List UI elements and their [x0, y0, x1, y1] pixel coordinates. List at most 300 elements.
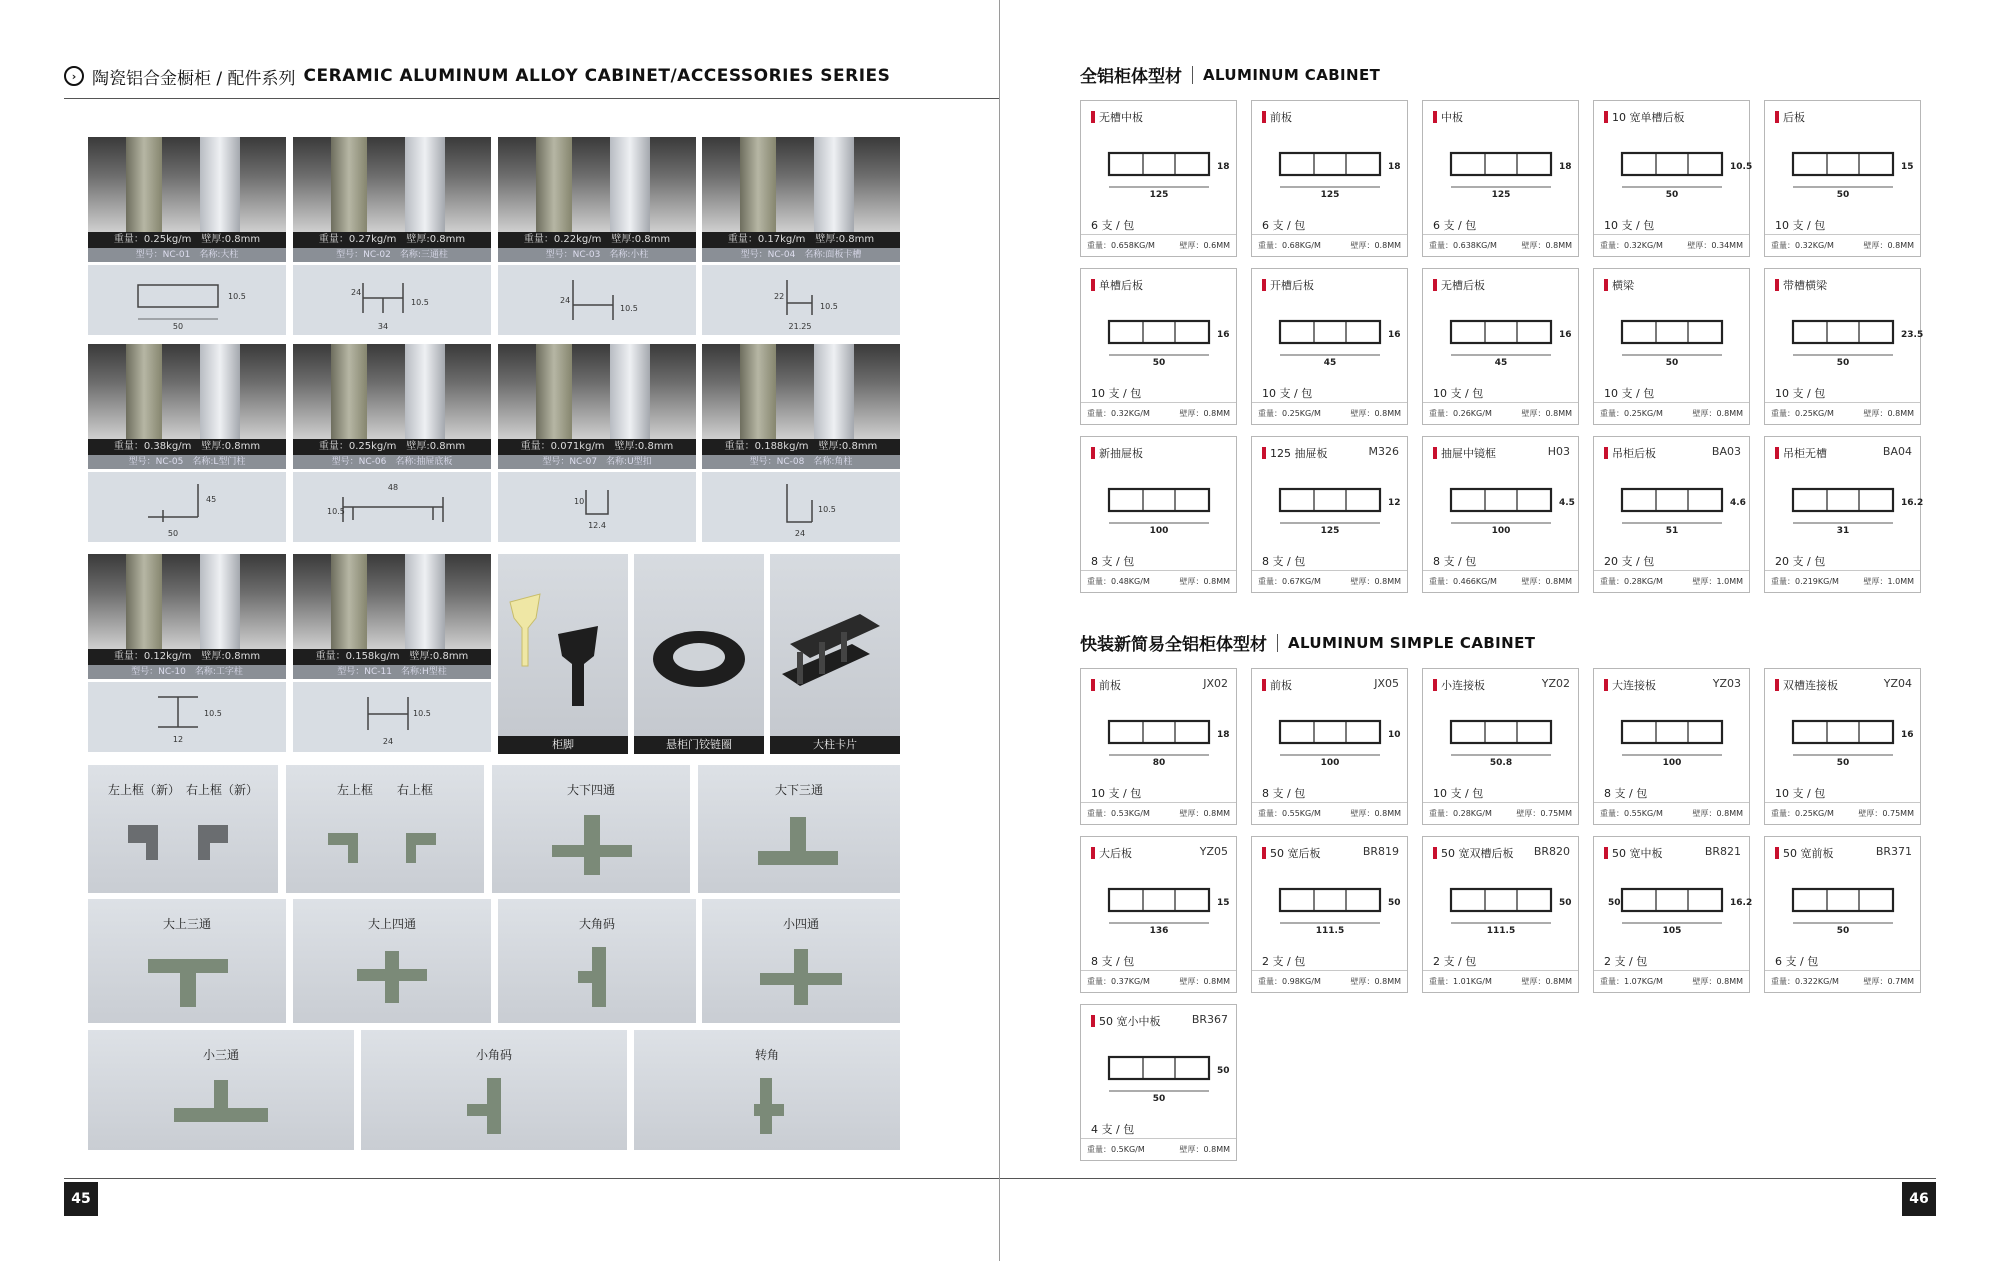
card-title	[1775, 445, 1827, 461]
profile-spec: 重量：0.17kg/m 壁厚:0.8mm	[702, 232, 900, 248]
profile-spec: 重量：0.22kg/m 壁厚:0.8mm	[498, 232, 696, 248]
card-footer	[1081, 402, 1236, 424]
dim-label: 24	[351, 288, 362, 297]
footer-divider	[1000, 1178, 1936, 1179]
dim-label: 24	[794, 529, 806, 538]
card-title-text: 50 宽小中板	[1099, 1015, 1161, 1028]
profile-spec-card	[1080, 268, 1237, 425]
profile-diagram	[1771, 129, 1915, 213]
heading-separator	[1192, 66, 1193, 84]
card-thickness: 壁厚：0.8MM	[1179, 409, 1230, 418]
card-thickness: 壁厚：1.0MM	[1863, 577, 1914, 586]
left-header	[64, 63, 890, 89]
profile-card	[293, 137, 491, 335]
profile-spec-card	[1764, 436, 1924, 593]
dimension-label: 125	[1320, 190, 1340, 200]
card-pack: 6 支 / 包	[1433, 219, 1477, 232]
dimension-label: 100	[1320, 758, 1340, 768]
card-footer	[1252, 402, 1407, 424]
fitting-card	[634, 1030, 900, 1150]
dimension-label: 15	[1217, 898, 1230, 908]
profile-diagram	[1771, 697, 1915, 781]
profile-sketch	[88, 265, 286, 335]
dim-label: 10.5	[413, 709, 431, 718]
profile-model: 型号：NC-11 名称:H型柱	[293, 665, 491, 679]
card-footer	[1765, 402, 1920, 424]
profile-card	[293, 554, 491, 752]
dimension-label: 50	[1836, 190, 1850, 200]
card-code: BR821	[1704, 845, 1741, 858]
profile-photo	[88, 554, 286, 649]
profile-spec-card	[1764, 268, 1924, 425]
profile-spec-card	[1422, 436, 1579, 593]
profile-outline	[1109, 1057, 1209, 1079]
card-title	[1091, 845, 1132, 861]
card-title-text: 大后板	[1099, 847, 1132, 860]
dim-label: 10.5	[820, 302, 838, 311]
red-marker-icon	[1433, 447, 1437, 459]
profile-diagram	[1600, 865, 1753, 949]
profile-model: 型号：NC-08 名称:角柱	[702, 455, 900, 469]
card-pack: 10 支 / 包	[1433, 787, 1484, 800]
dimension-label: 50	[1665, 358, 1679, 368]
profile-outline	[1280, 489, 1380, 511]
card-weight: 重量：0.466KG/M	[1429, 577, 1497, 586]
accessory-label: 悬柜门铰链圈	[634, 736, 764, 754]
card-weight: 重量：0.638KG/M	[1429, 241, 1497, 250]
card-footer	[1765, 234, 1920, 256]
dimension-label: 4.6	[1730, 498, 1746, 508]
section-heading-cn: 全铝柜体型材	[1080, 67, 1182, 87]
profile-diagram	[1429, 129, 1573, 213]
card-weight: 重量：0.32KG/M	[1087, 409, 1150, 418]
card-footer	[1594, 970, 1749, 992]
red-marker-icon	[1262, 679, 1266, 691]
card-weight: 重量：0.25KG/M	[1771, 809, 1834, 818]
card-pack: 10 支 / 包	[1091, 387, 1142, 400]
card-title	[1262, 109, 1292, 125]
profile-diagram	[1771, 465, 1924, 549]
red-marker-icon	[1091, 111, 1095, 123]
card-footer	[1252, 802, 1407, 824]
profile-outline	[1280, 153, 1380, 175]
profile-diagram	[1429, 697, 1573, 781]
profile-outline	[1280, 889, 1380, 911]
card-footer	[1765, 802, 1920, 824]
card-pack: 8 支 / 包	[1604, 787, 1648, 800]
dimension-label: 100	[1491, 526, 1511, 536]
card-pack: 8 支 / 包	[1433, 555, 1477, 568]
profile-spec-card	[1422, 100, 1579, 257]
profile-photo	[88, 137, 286, 232]
card-title	[1262, 445, 1328, 461]
profile-sketch	[702, 265, 900, 335]
red-marker-icon	[1604, 111, 1608, 123]
dim-label: 12	[172, 735, 184, 744]
fitting-card	[361, 1030, 627, 1150]
card-title	[1604, 445, 1656, 461]
card-code: YZ03	[1712, 677, 1741, 690]
fitting-name: 左上框 右上框	[336, 783, 433, 797]
red-marker-icon	[1604, 447, 1608, 459]
card-footer	[1594, 802, 1749, 824]
profile-outline	[1109, 489, 1209, 511]
dimension-label: 10.5	[1730, 162, 1753, 172]
dimension-label: 23.5	[1901, 330, 1924, 340]
card-title	[1091, 445, 1143, 461]
card-code: H03	[1547, 445, 1570, 458]
section-heading	[1080, 62, 1380, 87]
dim-label: 24	[560, 296, 571, 305]
profile-outline	[1793, 153, 1893, 175]
card-footer	[1594, 402, 1749, 424]
card-code: M326	[1368, 445, 1399, 458]
heading-separator	[1277, 634, 1278, 652]
card-title-text: 中板	[1441, 111, 1463, 124]
dim-label: 45	[206, 495, 217, 504]
accessory-post-clip	[770, 554, 900, 754]
profile-sketch	[293, 265, 491, 335]
dimension-label: 16	[1388, 330, 1401, 340]
dimension-label: 18	[1559, 162, 1572, 172]
card-code: YZ05	[1199, 845, 1228, 858]
card-thickness: 壁厚：0.8MM	[1350, 241, 1401, 250]
profile-diagram	[1087, 1033, 1231, 1117]
dim-label: 34	[377, 322, 389, 331]
profile-model: 型号：NC-05 名称:L型门柱	[88, 455, 286, 469]
card-pack: 2 支 / 包	[1433, 955, 1477, 968]
profile-diagram	[1429, 865, 1573, 949]
card-pack: 8 支 / 包	[1091, 955, 1135, 968]
card-title-text: 无槽后板	[1441, 279, 1485, 292]
card-weight: 重量：0.219KG/M	[1771, 577, 1839, 586]
red-marker-icon	[1433, 847, 1437, 859]
card-title-text: 50 宽中板	[1612, 847, 1663, 860]
right-page	[1000, 0, 2000, 1261]
dimension-label: 125	[1149, 190, 1169, 200]
profile-diagram	[1087, 865, 1231, 949]
profile-sketch	[702, 472, 900, 542]
profile-card	[88, 554, 286, 752]
profile-spec-card	[1251, 436, 1408, 593]
profile-diagram	[1429, 297, 1573, 381]
accessory-leg	[498, 554, 628, 754]
dimension-label: 80	[1152, 758, 1166, 768]
profile-card	[702, 137, 900, 335]
profile-outline	[1280, 321, 1380, 343]
card-weight: 重量：1.01KG/M	[1429, 977, 1492, 986]
fitting-card	[498, 899, 696, 1023]
card-pack: 20 支 / 包	[1604, 555, 1655, 568]
red-marker-icon	[1433, 679, 1437, 691]
card-pack: 20 支 / 包	[1775, 555, 1826, 568]
card-thickness: 壁厚：0.8MM	[1179, 1145, 1230, 1154]
card-thickness: 壁厚：0.8MM	[1350, 577, 1401, 586]
card-code: JX02	[1203, 677, 1228, 690]
dimension-label: 100	[1662, 758, 1682, 768]
card-pack: 6 支 / 包	[1775, 955, 1819, 968]
dimension-label: 51	[1665, 526, 1679, 536]
dim-label: 10	[574, 497, 585, 506]
footer-divider	[64, 1178, 999, 1179]
profile-sketch	[293, 682, 491, 752]
dim-label: 50	[172, 322, 184, 331]
card-pack: 10 支 / 包	[1775, 387, 1826, 400]
profile-diagram	[1600, 129, 1753, 213]
card-title	[1775, 845, 1834, 861]
profile-card	[498, 344, 696, 542]
profile-spec-card	[1080, 836, 1237, 993]
card-pack: 10 支 / 包	[1262, 387, 1313, 400]
card-pack: 8 支 / 包	[1091, 555, 1135, 568]
profile-outline	[1622, 321, 1722, 343]
card-code: BR820	[1533, 845, 1570, 858]
dimension-label: 31	[1836, 526, 1850, 536]
card-weight: 重量：0.5KG/M	[1087, 1145, 1145, 1154]
fitting-name: 大下三通	[774, 783, 823, 797]
card-title-text: 前板	[1099, 679, 1121, 692]
card-code: BR367	[1191, 1013, 1228, 1026]
profile-spec-card	[1251, 100, 1408, 257]
red-marker-icon	[1262, 279, 1266, 291]
card-thickness: 壁厚：0.8MM	[1350, 977, 1401, 986]
card-footer	[1423, 234, 1578, 256]
card-title-text: 新抽屉板	[1099, 447, 1143, 460]
profile-diagram	[1771, 297, 1924, 381]
profile-photo	[702, 344, 900, 439]
card-title-text: 开槽后板	[1270, 279, 1314, 292]
card-pack: 6 支 / 包	[1091, 219, 1135, 232]
profile-spec: 重量：0.25kg/m 壁厚:0.8mm	[88, 232, 286, 248]
card-weight: 重量：0.67KG/M	[1258, 577, 1321, 586]
profile-spec-card	[1764, 100, 1921, 257]
profile-outline	[1109, 321, 1209, 343]
dim-label: 10.5	[228, 292, 246, 301]
dimension-label: 16	[1217, 330, 1230, 340]
fitting-name: 大下四通	[566, 783, 615, 797]
page-number: 45	[64, 1182, 98, 1216]
fitting-name: 大角码	[578, 917, 615, 931]
dim-label: 22	[774, 292, 785, 301]
card-footer	[1594, 234, 1749, 256]
card-title	[1604, 109, 1685, 125]
chevron-right-icon: ›	[64, 66, 84, 86]
card-title	[1604, 677, 1656, 693]
profile-model: 型号：NC-01 名称:大柱	[88, 248, 286, 262]
accessory-label: 大柱卡片	[770, 736, 900, 754]
fitting-card	[88, 765, 278, 893]
profile-spec-card	[1764, 836, 1921, 993]
card-code: BA03	[1711, 445, 1741, 458]
profile-photo	[293, 554, 491, 649]
card-title-text: 横梁	[1612, 279, 1634, 292]
card-footer	[1252, 570, 1407, 592]
card-weight: 重量：0.37KG/M	[1087, 977, 1150, 986]
fitting-name: 大上三通	[162, 917, 211, 931]
card-weight: 重量：0.25KG/M	[1258, 409, 1321, 418]
profile-diagram	[1258, 465, 1402, 549]
card-footer	[1081, 802, 1236, 824]
profile-spec-card	[1080, 1004, 1237, 1161]
profile-outline	[1622, 889, 1722, 911]
card-pack: 10 支 / 包	[1091, 787, 1142, 800]
profile-spec-card	[1593, 668, 1750, 825]
red-marker-icon	[1091, 447, 1095, 459]
fitting-card	[702, 899, 900, 1023]
dim-label: 50	[167, 529, 179, 538]
red-marker-icon	[1775, 679, 1779, 691]
card-thickness: 壁厚：0.8MM	[1179, 809, 1230, 818]
fitting-card	[492, 765, 690, 893]
profile-card	[702, 344, 900, 542]
profile-spec: 重量：0.27kg/m 壁厚:0.8mm	[293, 232, 491, 248]
dimension-label: 50	[1152, 1094, 1166, 1104]
dimension-label: 50	[1665, 190, 1679, 200]
card-footer	[1081, 1138, 1236, 1160]
card-thickness: 壁厚：0.8MM	[1521, 577, 1572, 586]
card-thickness: 壁厚：0.8MM	[1521, 977, 1572, 986]
card-title	[1262, 677, 1292, 693]
red-marker-icon	[1433, 111, 1437, 123]
card-weight: 重量：0.322KG/M	[1771, 977, 1839, 986]
card-thickness: 壁厚：1.0MM	[1692, 577, 1743, 586]
card-footer	[1765, 570, 1920, 592]
red-marker-icon	[1604, 847, 1608, 859]
card-weight: 重量：0.26KG/M	[1429, 409, 1492, 418]
profile-sketch	[88, 472, 286, 542]
dim-label: 24	[382, 737, 394, 746]
profile-diagram	[1600, 297, 1744, 381]
card-weight: 重量：0.28KG/M	[1600, 577, 1663, 586]
profile-spec-card	[1080, 436, 1237, 593]
profile-spec: 重量：0.188kg/m 壁厚:0.8mm	[702, 439, 900, 455]
card-thickness: 壁厚：0.34MM	[1687, 241, 1743, 250]
card-title-text: 无槽中板	[1099, 111, 1143, 124]
dimension-label: 16.2	[1901, 498, 1924, 508]
red-marker-icon	[1091, 1015, 1095, 1027]
profile-outline	[1280, 721, 1380, 743]
profile-spec: 重量：0.071kg/m 壁厚:0.8mm	[498, 439, 696, 455]
card-thickness: 壁厚：0.75MM	[1516, 809, 1572, 818]
card-footer	[1765, 970, 1920, 992]
card-thickness: 壁厚：0.8MM	[1350, 409, 1401, 418]
fitting-card	[88, 899, 286, 1023]
dimension-label: 50	[1836, 926, 1850, 936]
red-marker-icon	[1775, 847, 1779, 859]
card-thickness: 壁厚：0.8MM	[1521, 241, 1572, 250]
card-thickness: 壁厚：0.8MM	[1521, 409, 1572, 418]
profile-outline	[1451, 153, 1551, 175]
profile-diagram	[1258, 129, 1402, 213]
card-code: BR819	[1362, 845, 1399, 858]
card-thickness: 壁厚：0.8MM	[1179, 977, 1230, 986]
dimension-label: 50	[1836, 358, 1850, 368]
profile-spec-card	[1593, 436, 1750, 593]
profile-diagram	[1258, 697, 1402, 781]
red-marker-icon	[1091, 847, 1095, 859]
profile-outline	[1622, 721, 1722, 743]
dimension-label: 16	[1559, 330, 1572, 340]
card-weight: 重量：1.07KG/M	[1600, 977, 1663, 986]
profile-spec-card	[1593, 836, 1753, 993]
fitting-name: 转角	[754, 1048, 779, 1062]
dimension-label: 50	[1836, 758, 1850, 768]
card-weight: 重量：0.98KG/M	[1258, 977, 1321, 986]
dimension-label: 18	[1217, 162, 1230, 172]
profile-photo	[702, 137, 900, 232]
red-marker-icon	[1433, 279, 1437, 291]
card-title	[1262, 845, 1321, 861]
dimension-label: 111.5	[1486, 926, 1516, 936]
profile-outline	[1793, 489, 1893, 511]
profile-photo	[88, 344, 286, 439]
profile-spec-card	[1422, 836, 1579, 993]
card-title-text: 大连接板	[1612, 679, 1656, 692]
dim-label: 10.5	[818, 505, 836, 514]
profile-photo	[498, 344, 696, 439]
profile-outline	[1109, 889, 1209, 911]
card-thickness: 壁厚：0.6MM	[1179, 241, 1230, 250]
dim-label: 10.5	[327, 507, 345, 516]
card-pack: 10 支 / 包	[1604, 219, 1655, 232]
card-footer	[1081, 970, 1236, 992]
profile-spec: 重量：0.12kg/m 壁厚:0.8mm	[88, 649, 286, 665]
card-pack: 8 支 / 包	[1262, 555, 1306, 568]
card-title	[1433, 277, 1485, 293]
profile-sketch	[498, 472, 696, 542]
profile-outline	[1451, 889, 1551, 911]
card-title	[1604, 277, 1634, 293]
red-marker-icon	[1775, 279, 1779, 291]
card-thickness: 壁厚：0.8MM	[1863, 241, 1914, 250]
card-footer	[1423, 402, 1578, 424]
profile-spec: 重量：0.25kg/m 壁厚:0.8mm	[293, 439, 491, 455]
dim-label: 12.4	[588, 521, 606, 530]
fitting-name: 小角码	[475, 1048, 512, 1062]
card-title-text: 吊柜后板	[1612, 447, 1656, 460]
dimension-label: 10	[1388, 730, 1401, 740]
card-thickness: 壁厚：0.8MM	[1179, 577, 1230, 586]
card-thickness: 壁厚：0.8MM	[1692, 809, 1743, 818]
card-footer	[1423, 570, 1578, 592]
card-code: BA04	[1882, 445, 1912, 458]
profile-model: 型号：NC-10 名称:工字柱	[88, 665, 286, 679]
card-footer	[1594, 570, 1749, 592]
profile-outline	[1109, 721, 1209, 743]
card-pack: 8 支 / 包	[1262, 787, 1306, 800]
profile-spec-card	[1764, 668, 1921, 825]
profile-sketch	[498, 265, 696, 335]
dim-label: 21.25	[788, 322, 812, 331]
fitting-card	[293, 899, 491, 1023]
card-title-text: 50 宽后板	[1270, 847, 1321, 860]
card-title-text: 双槽连接板	[1783, 679, 1838, 692]
profile-outline	[1622, 153, 1722, 175]
card-thickness: 壁厚：0.8MM	[1692, 977, 1743, 986]
dimension-label: 50	[1388, 898, 1401, 908]
fitting-card	[88, 1030, 354, 1150]
card-pack: 2 支 / 包	[1604, 955, 1648, 968]
card-title-text: 50 宽双槽后板	[1441, 847, 1514, 860]
card-title	[1433, 445, 1496, 461]
red-marker-icon	[1604, 679, 1608, 691]
red-marker-icon	[1604, 279, 1608, 291]
profile-outline	[1793, 889, 1893, 911]
profile-diagram	[1087, 297, 1231, 381]
dimension-label: 4.5	[1559, 498, 1575, 508]
dimension-label: 111.5	[1315, 926, 1345, 936]
profile-diagram	[1771, 865, 1915, 949]
